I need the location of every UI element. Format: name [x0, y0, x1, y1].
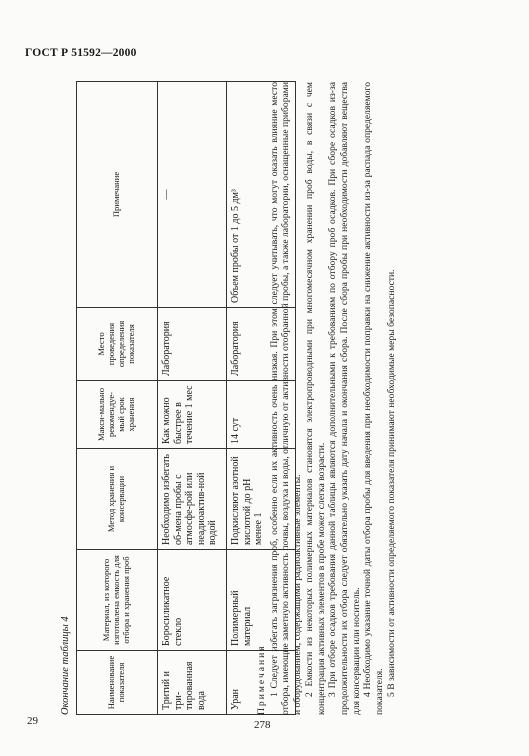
- table-caption: Окончание таблицы 4: [60, 616, 71, 715]
- rotated-table-block: [60, 75, 480, 715]
- document-header: ГОСТ Р 51592—2000: [25, 47, 137, 59]
- table-cell: Лаборатория: [227, 308, 296, 381]
- notes-section: [256, 82, 397, 715]
- table-cell: Объем пробы от 1 до 5 дм³: [227, 82, 296, 308]
- note-item: 4 Необходимо указание точной даты отбора пробы для введения при необходимости поправки на снижение активности из-за распада определяемого показателя.: [362, 82, 386, 715]
- table-cell: Подкисляют азотной кислотой до рН менее 1: [227, 449, 296, 550]
- table-cell: Тритий и три-тированная вода: [158, 651, 227, 715]
- col-header-material: Материал, из которого изготовлена емкость для отбора и хранения проб: [77, 550, 158, 651]
- table-cell: Как можно быстрее в течение 1 мес: [158, 381, 227, 449]
- col-header-indicator: Наименование показателя: [77, 651, 158, 715]
- table-cell: 14 сут: [227, 381, 296, 449]
- col-header-location: Место проведения определения показателя: [77, 308, 158, 381]
- note-item: 5 В зависимости от активности определяемого показателя принимают необходимые меры безопасности.: [385, 269, 397, 697]
- col-header-max-storage: Макси-мально рекомендуе-мый срок хранения: [77, 381, 158, 449]
- page-number-left: 29: [27, 715, 38, 727]
- table-cell: Лаборатория: [158, 308, 227, 381]
- page-number-center: 278: [254, 719, 271, 731]
- note-item: 2 Емкости из некоторых полимерных материалов становятся электропроводными при многомесячном хранении проб воды, в связи с чем концентрация активных элементов в пробе может слегка возрасти.: [303, 82, 327, 715]
- table-cell: Уран: [227, 651, 296, 715]
- table-cell: Полимерный материал: [227, 550, 296, 651]
- notes-title: Примечания: [256, 644, 267, 715]
- table-header-row: [77, 82, 158, 715]
- table-cell: Необходимо избегать об-мена пробы с атмосфе-рой или неадиоактив-ной водой: [158, 449, 227, 550]
- col-header-method: Метод хранения и консервации: [77, 449, 158, 550]
- table-row: [158, 82, 227, 715]
- note-item: 3 При отборе осадков требования данной таблицы являются дополнительными к требованиям по отбору проб осадков. При сборе осадков из-за продолжительности их отбора следует обязательно указать дату начала и окончания сбора. После сбора пробы при необходимости добавляют вещества для консервации или носитель.: [327, 82, 362, 715]
- col-header-note: Примечание: [77, 82, 158, 308]
- table-cell: —: [158, 82, 227, 308]
- table-cell: Боросиликатное стекло: [158, 550, 227, 651]
- note-item: 1 Следует избегать загрязнения проб, особенно если их активность очень низкая. При этом следует учитывать, что могут оказать влияние место отбора, имеющие заметную активность почвы, воздуха и воды, отличную от активности отобранной пробы, а также лаборатории, оснащенные приборами и оборудованием, содержащими радиоактивные элементы.: [268, 82, 304, 715]
